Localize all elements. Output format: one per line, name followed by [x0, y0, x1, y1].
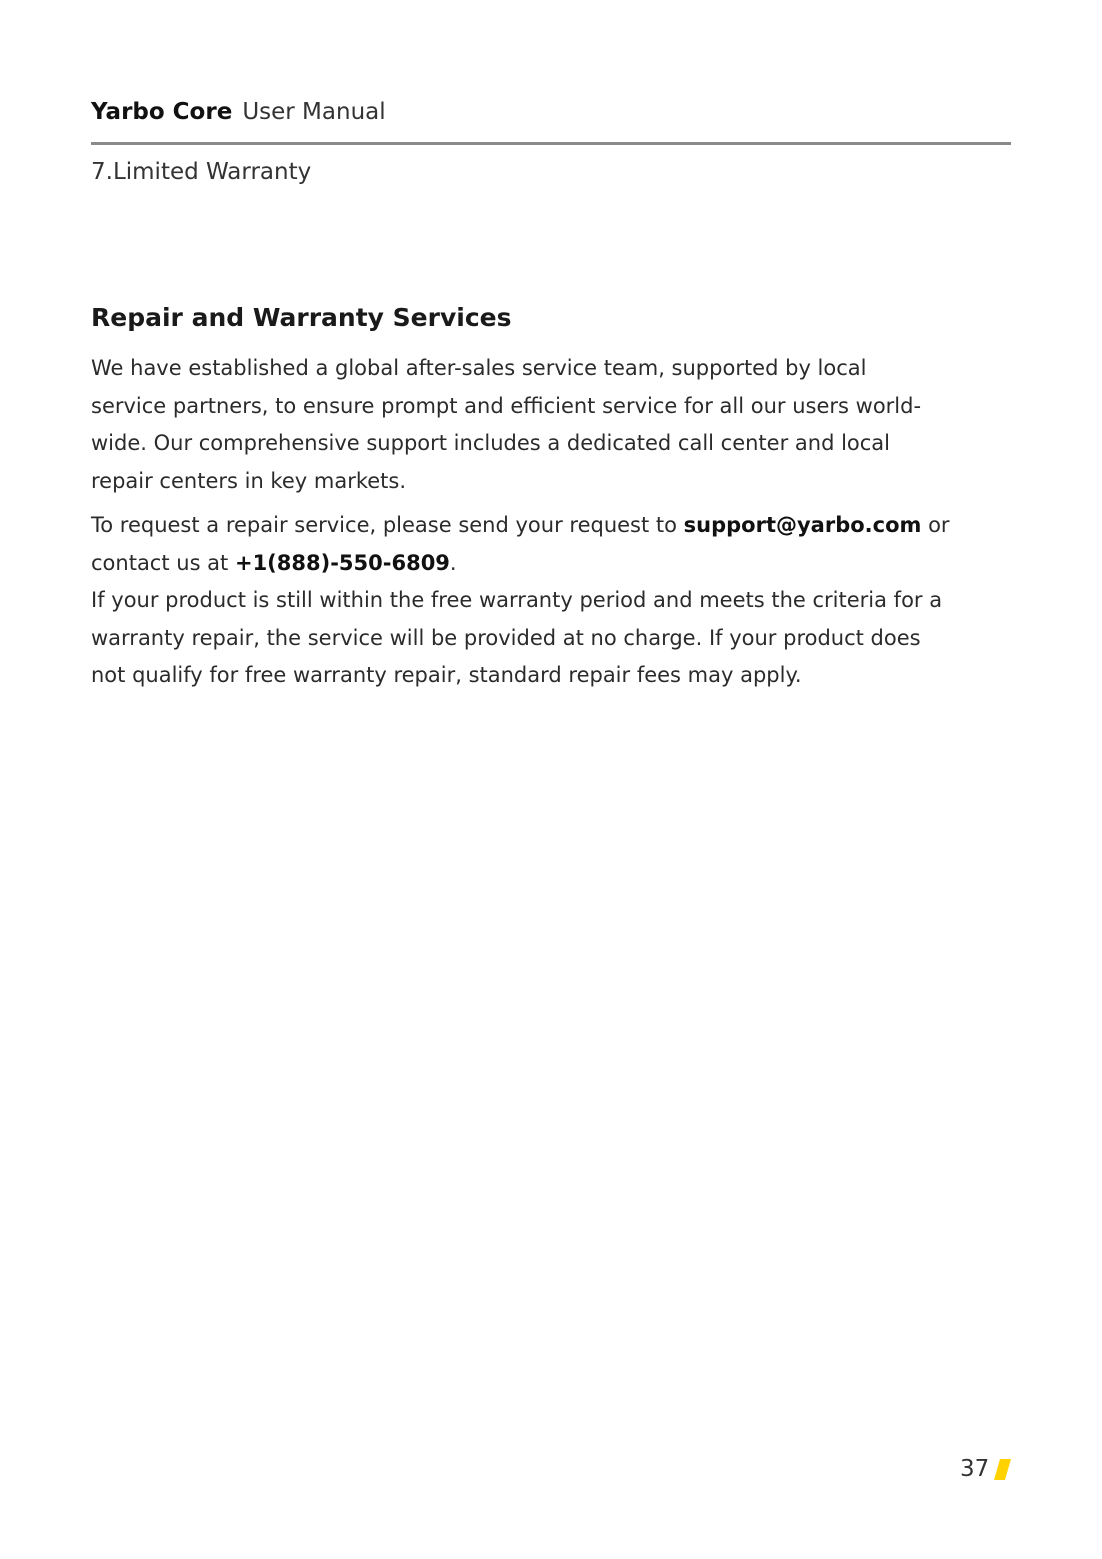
paragraph-line: service partners, to ensure prompt and efficient service for all our users world- — [91, 393, 922, 418]
paragraph-line: warranty repair, the service will be provided at no charge. If your product does — [91, 625, 921, 650]
paragraph-line: If your product is still within the free warranty period and meets the criteria for a — [91, 588, 943, 612]
support-phone-number[interactable]: +1(888)-550-6809 — [234, 550, 450, 575]
paragraph-service-team — [91, 350, 991, 500]
page-heading: Repair and Warranty Services — [91, 303, 512, 332]
paragraph-line: wide. Our comprehensive support includes a dedicated call center and local — [91, 431, 891, 455]
paragraph-line: not qualify for free warranty repair, standard repair fees may apply. — [91, 663, 802, 687]
paragraph-text: or — [921, 513, 950, 537]
paragraph-warranty-charges — [91, 582, 991, 695]
page-number: 37 — [960, 1456, 990, 1482]
paragraph-request-repair — [91, 507, 991, 582]
paragraph-text: To request a repair service, please send your request to — [91, 513, 684, 537]
section-title: 7.Limited Warranty — [91, 159, 312, 185]
header-divider — [91, 142, 1011, 145]
paragraph-line: repair centers in key markets. — [91, 468, 407, 493]
paragraph-text: contact us at — [91, 550, 235, 575]
manual-label: User Manual — [242, 99, 386, 125]
paragraph-line: We have established a global after-sales service team, supported by local — [91, 356, 867, 380]
support-email-link[interactable]: support@yarbo.com — [683, 513, 922, 537]
paragraph-text: . — [449, 550, 457, 575]
brand-name: Yarbo Core — [91, 99, 233, 125]
document-header — [91, 96, 386, 128]
